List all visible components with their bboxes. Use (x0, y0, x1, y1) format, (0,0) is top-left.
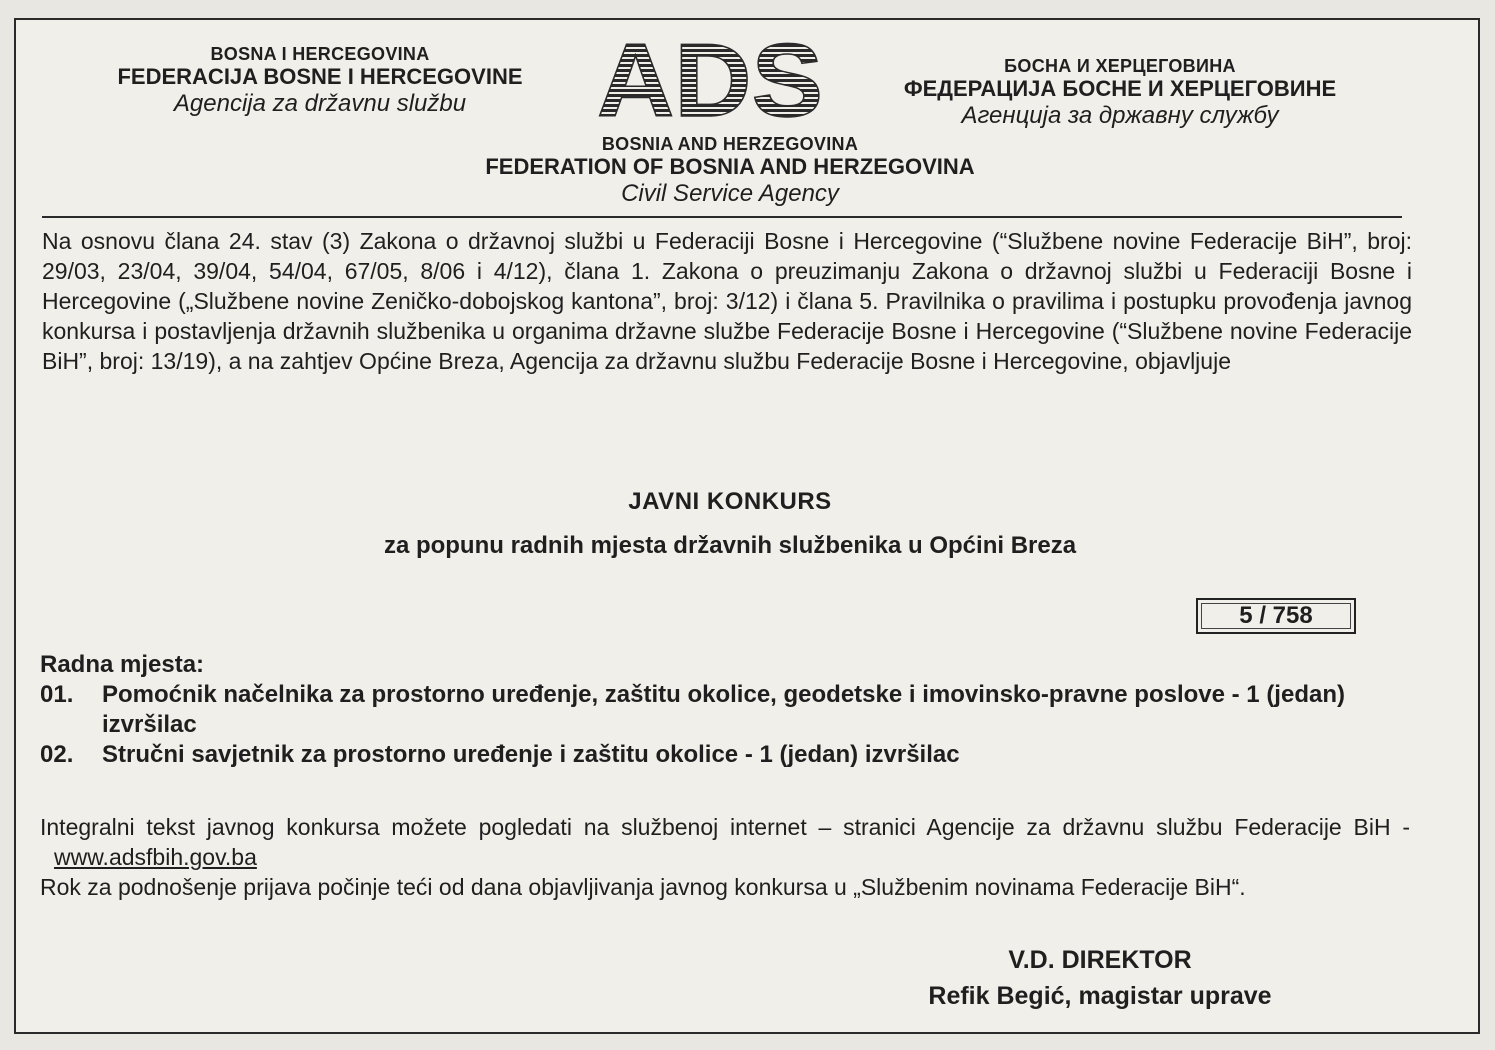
reference-number-box: 5 / 758 (1196, 598, 1356, 634)
agency-website-link[interactable]: www.adsfbih.gov.ba (54, 844, 257, 870)
position-title: Pomoćnik načelnika za prostorno uređenje, zaštitu okolice, geodetske i imovinsko-pravne poslove - 1 (jedan) izvršilac (102, 681, 1345, 738)
signature-role: V.D. DIREKTOR (1008, 946, 1192, 974)
header-center (400, 134, 1060, 208)
position-number: 01. (40, 681, 74, 708)
header-right (850, 56, 1390, 130)
positions-heading: Radna mjesta: (40, 651, 205, 678)
position-item (40, 740, 1420, 770)
ads-logo-text: ADS (597, 34, 823, 124)
position-item (40, 680, 1420, 740)
closing-section (40, 812, 1410, 902)
header-divider (42, 216, 1402, 218)
header-center-federation: FEDERATION OF BOSNIA AND HERZEGOVINA (485, 154, 975, 179)
position-number: 02. (40, 741, 74, 768)
header-center-country: BOSNIA AND HERZEGOVINA (601, 134, 859, 154)
closing-text-1: Integralni tekst javnog konkursa možete pogledati na službenoj internet – stranici Agencije za državnu službu Federacije BiH - (40, 814, 1410, 840)
positions-section (40, 650, 1420, 770)
intro-paragraph: Na osnovu člana 24. stav (3) Zakona o državnoj službi u Federaciji Bosne i Hercegovine (“Službene novine Federacije BiH”, broj: 29/03, 23/04, 39/04, 54/04, 67/05, 8/06 i 4/12), člana 1. Zakona o preuzimanju Zakona o državnoj službi u Federaciji Bosne i Hercegovine („Službene novine Zeničko-dobojskog kantona”, broj: 3/12) i člana 5. Pravilnika o pravilima i postupku provođenja javnog konkursa i postavljenja državnih službenika u organima državne službe Federacije Bosne i Hercegovine (“Službene novine Federacije BiH”, broj: 13/19), a na zahtjev Općine Breza, Agencija za državnu službu Federacije Bosne i Hercegovine, objavljuje (42, 228, 1412, 374)
header-left-federation: FEDERACIJA BOSNE I HERCEGOVINE (117, 64, 523, 89)
closing-paragraph-1 (40, 812, 1410, 872)
header-right-agency: Агенција за државну службу (961, 102, 1279, 129)
ads-logo (590, 34, 830, 124)
header-left-country: BOSNA I HERCEGOVINA (210, 44, 430, 64)
notice-title: JAVNI KONKURS (628, 488, 832, 515)
header-center-agency: Civil Service Agency (621, 180, 839, 207)
signature-name: Refik Begić, magistar uprave (928, 982, 1272, 1010)
notice-subtitle: za popunu radnih mjesta državnih službenika u Općini Breza (383, 532, 1077, 559)
position-title: Stručni savjetnik za prostorno uređenje i zaštitu okolice - 1 (jedan) izvršilac (102, 741, 960, 768)
header-left-agency: Agencija za državnu službu (173, 90, 467, 117)
closing-paragraph-2: Rok za podnošenje prijava počinje teći od dana objavljivanja javnog konkursa u „Službenim novinama Federacije BiH“. (40, 874, 1246, 900)
header-left (70, 44, 570, 118)
header-right-federation: ФЕДЕРАЦИЈА БОСНЕ И ХЕРЦЕГОВИНЕ (903, 76, 1337, 101)
signature-block (870, 942, 1330, 1014)
header-right-country: БОСНА И ХЕРЦЕГОВИНА (1004, 56, 1236, 76)
